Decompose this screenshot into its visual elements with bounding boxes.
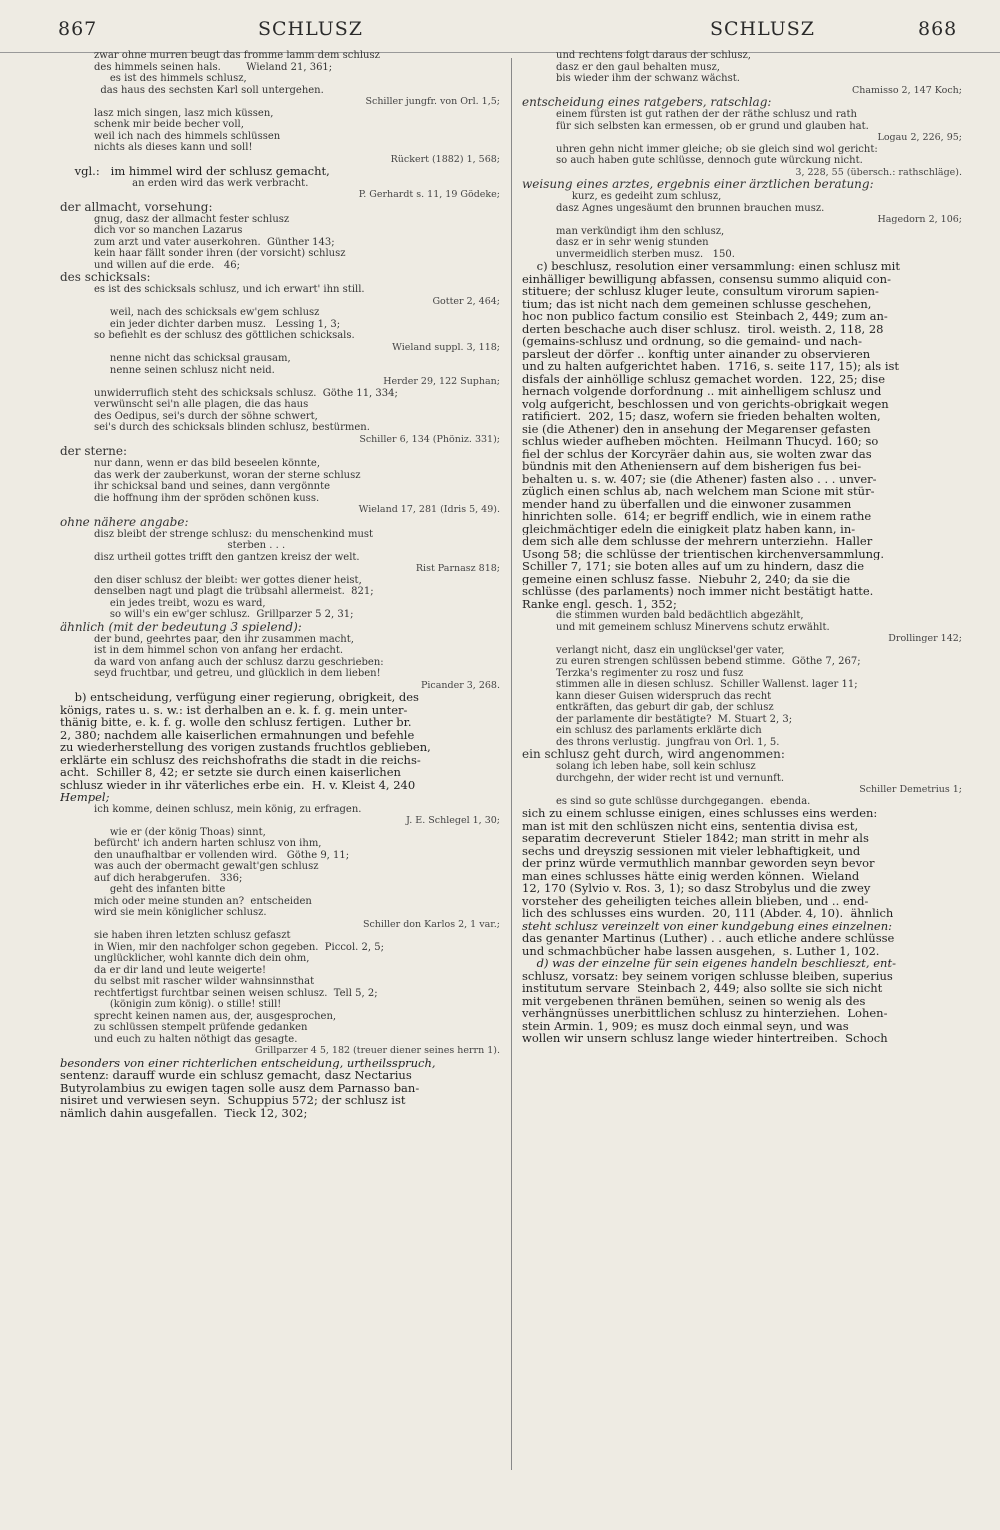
text-line: ich komme, deinen schlusz, mein könig, zu erfragen. [94,803,362,815]
text-line: J. E. Schlegel 1, 30; [406,815,500,826]
text-line: Rückert (1882) 1, 568; [390,153,500,165]
text-line: in Wien, mir den nachfolger schon gegeben. Piccol. 2, 5; [94,941,384,953]
text-line: sie haben ihren letzten schlusz gefaszt [94,930,291,941]
right-page-number: 868 [918,18,958,40]
text-line: und rechtens folgt daraus der schlusz, [556,50,751,61]
text-line: Schiller Demetrius 1; [859,784,962,795]
text-line: acht. Schiller 8, 42; er setzte sie durch einen kaiserlichen [60,766,401,779]
text-line: was auch der obermacht gewalt'gen schlusz [94,861,319,872]
text-line: schlüsse (des parlaments) noch immer nicht bestätigt hatte. [522,585,874,598]
text-line: nenne seinen schlusz nicht neid. [94,364,275,376]
text-line: (königin zum könig). o stille! still! [94,999,282,1010]
text-line: gemeine einen schlusz fasse. Niebuhr 2, 240; da sie die [522,572,851,585]
text-line: es ist des himmels schlusz, [94,73,247,84]
text-line: zwar ohne murren beugt das fromme lamm dem schlusz [94,50,380,61]
text-line: einem fürsten ist gut rathen der der räthe schlusz und rath [556,109,857,120]
text-line: schlusz, vorsatz: bey seinem vorigen schlusse bleiben, superius [522,969,893,982]
text-line: b) entscheidung, verfügung einer regierung, obrigkeit, des [60,691,419,704]
text-line: Terzka's regimenter zu rosz und fusz [556,667,744,679]
text-line: geht des infanten bitte [94,884,226,895]
text-line: schlus wieder aufheben möchten. Heilmann Thucyd. 160; so [522,435,879,448]
text-line: zu wiederherstellung des vorigen zustands fruchtlos geblieben, [60,741,431,754]
text-line: das genanter Martinus (Luther) . . auch etliche andere schlüsse [522,932,895,945]
text-line: gleichmächtiger edeln die einigkeit platz haben kann, in- [522,522,856,535]
text-line: verhängnüsses unerbittlichen schlusz zu hinterziehen. Lohen- [522,1007,888,1020]
text-line: nur dann, wenn er das bild beseelen könnte, [94,458,321,469]
text-line: wie er (der könig Thoas) sinnt, [94,826,266,838]
text-line: disfals der ainhöllige schlusz gemachet worden. 122, 25; dise [522,372,886,385]
text-line: ein jeder dichter darben musz. Lessing 1, 3; [94,318,341,330]
text-line: Wieland suppl. 3, 118; [392,341,500,353]
text-line: Schiller don Karlos 2, 1 var.; [362,918,500,930]
text-line: vorsteher des geheiligten teiches allein blieben, und .. end- [522,894,869,907]
text-line: durchgehn, der wider recht ist und vernunft. [556,772,785,784]
text-line: steht schlusz vereinzelt von einer kundgebung eines einzelnen: [522,919,892,932]
text-line: Herder 29, 122 Suphan; [383,376,500,387]
text-line: Picander 3, 268. [420,679,500,691]
right-column [522,50,962,1470]
text-line: sei's durch des schicksals blinden schlusz, bestürmen. [94,422,370,433]
text-line: des himmels seinen hals. Wieland 21, 361; [94,61,333,73]
text-line: zu euren strengen schlüssen bebend stimme. Göthe 7, 267; [556,656,861,667]
text-line: auf dich herabgerufen. 336; [94,872,243,884]
text-line: den unaufhaltbar er vollenden wird. Göthe 9, 11; [94,849,350,861]
text-line: der prinz würde vermuthlich mannbar geworden seyn bevor [522,857,875,870]
text-line: lich des schlusses eins wurden. 20, 111 (Abder. 4, 10). ähnlich [522,907,894,920]
text-line: derten beschache auch diser schlusz. tirol. weisth. 2, 118, 28 [522,322,884,335]
text-line: dasz er in sehr wenig stunden [556,237,709,248]
text-line: (gemains-schlusz und ordnung, so die gemaind- und nach- [522,335,862,348]
text-line: weisung eines arztes, ergebnis einer ärztlichen beratung: [522,178,874,191]
text-line: Hempel; [60,791,110,804]
text-line: schenk mir beide becher voll, [94,119,244,130]
text-line: separatim decreverunt Stieler 1842; man stritt in mehr als [522,832,869,845]
text-line: nisiret und verwiesen seyn. Schuppius 572; der schlusz ist [60,1094,406,1107]
text-line: der bund, geehrtes paar, den ihr zusammen macht, [94,633,354,645]
text-line: der sterne: [60,445,128,458]
text-line: 12, 170 (Sylvio v. Ros. 3, 1); so dasz Strobylus und die zwey [522,882,871,895]
text-line: nenne nicht das schicksal grausam, [94,353,291,364]
text-line: wird sie mein königlicher schlusz. [94,907,267,918]
text-line: da ward von anfang auch der schlusz darzu geschrieben: [94,656,384,668]
text-line: ohne nähere angabe: [60,515,189,529]
text-line: so auch haben gute schlüsse, dennoch gute würckung nicht. [556,155,863,166]
text-line: befürcht' ich andern harten schlusz von ihm, [94,838,322,849]
text-line: wollen wir unsern schlusz lange wieder hintertreiben. Schoch [522,1032,888,1045]
text-line: Grillparzer 4 5, 182 (treuer diener seines herrn 1). [255,1045,500,1056]
text-line: und zu halten aufgerichtet haben. 1716, s. seite 117, 15); als ist [522,360,900,373]
text-line: uhren gehn nicht immer gleiche; ob sie gleich sind wol gericht: [556,143,878,155]
text-line: hernach volgende dorfordnung .. mit ainhelligem schlusz und [522,385,882,398]
right-running-title: SCHLUSZ [710,18,815,40]
text-line: behalten u. s. w. 407; sie (die Athener) fasten also . . . unver- [522,472,877,485]
text-line: ein schlusz geht durch, wird angenommen: [522,748,785,761]
text-line: vgl.: im himmel wird der schlusz gemacht, [60,165,330,178]
text-line: disz urtheil gottes trifft den gantzen kreisz der welt. [94,551,360,563]
text-line: an erden wird das werk verbracht. [94,177,309,189]
text-line: denselben nagt und plagt die trübsahl allermeist. 821; [94,586,374,597]
text-line: gnug, dasz der allmacht fester schlusz [94,213,290,225]
text-line: des Oedipus, sei's durch der söhne schwert, [94,410,318,422]
text-line: so will's ein ew'ger schlusz. Grillparzer 5 2, 31; [94,609,354,620]
text-line: königs, rates u. s. w.: ist derhalben an e. k. f. g. mein unter- [60,703,408,716]
text-line: das haus des sechsten Karl soll untergehen. [94,84,324,96]
text-line: einhälliger bewilligung abfassen, consensu summo aliquid con- [522,272,891,285]
text-line: kann dieser Guisen widerspruch das recht [556,690,772,702]
text-line: man eines schlusses hätte einig werden können. Wieland [522,869,860,882]
text-line: Schiller jungfr. von Orl. 1,5; [365,96,500,107]
text-line: verlangt nicht, dasz ein unglücksel'ger vater, [556,644,785,656]
text-line: stein Armin. 1, 909; es musz doch einmal seyn, und was [522,1019,849,1032]
text-line: disz bleibt der strenge schlusz: du menschenkind must [94,528,374,540]
text-line: kurz, es gedeiht zum schlusz, [556,191,722,202]
text-line: die hoffnung ihm der spröden schönen kuss. [94,492,320,504]
text-line: weil ich nach des himmels schlüssen [94,130,281,142]
text-line: man verkündigt ihm den schlusz, [556,225,725,237]
text-line: 3, 228, 55 (übersch.: rathschläge). [795,166,962,178]
text-line: Gotter 2, 464; [432,295,500,307]
text-line: schlusz wieder in ihr väterliches erbe ein. H. v. Kleist 4, 240 [60,778,416,791]
text-line: entscheidung eines ratgebers, ratschlag: [522,96,772,109]
text-line: dasz er den gaul behalten musz, [556,61,720,73]
text-line: und euch zu halten nöthigt das gesagte. [94,1033,298,1045]
text-line: thänig bitte, e. k. f. g. wolle den schlusz fertigen. Luther br. [60,716,412,729]
text-line: sie (die Athener) den in ansehung der Megarenser gefasten [522,422,871,435]
text-line: kein haar fällt sonder ihren (der vorsicht) schlusz [94,248,346,259]
text-line: Usong 58; die schlüsse der trientischen kirchenversammlung. [522,547,885,560]
text-line: bis wieder ihm der schwanz wächst. [556,73,740,84]
text-line: sich zu einem schlusse einigen, eines schlusses eins werden: [522,807,878,820]
text-line: nämlich dahin ausgefallen. Tieck 12, 302; [60,1106,308,1119]
text-line: unglücklicher, wohl kannte dich dein ohm, [94,953,310,964]
text-line: Wieland 17, 281 (Idris 5, 49). [358,504,500,515]
text-line: d) was der einzelne für sein eigenes handeln beschlieszt, ent- [522,957,896,970]
text-line: rechtfertigst furchtbar seinen weisen schlusz. Tell 5, 2; [94,987,378,999]
text-line: ist in dem himmel schon von anfang her erdacht. [94,645,344,656]
text-line: zum arzt und vater auserkohren. Günther 143; [94,236,335,248]
text-line: für sich selbsten kan ermessen, ob er grund und glauben hat. [556,120,869,132]
text-line: entkräften, das geburt dir gab, der schlusz [556,702,774,713]
text-line: volg aufgericht, beschlossen und von gerichts-obrigkait wegen [522,397,889,410]
text-line: du selbst mit rascher wilder wahnsinnsthat [94,976,315,987]
text-line: erklärte ein schlusz des reichshofraths die stadt in die reichs- [60,753,421,766]
text-line: züglich einen schlus ab, nach welchem man Scione mit stür- [522,485,875,498]
text-line: lasz mich singen, lasz mich küssen, [94,107,274,119]
page-header [0,12,1000,53]
text-line: das werk der zauberkunst, woran der sterne schlusz [94,469,361,481]
text-line: mender hand zu überfallen und die einwoner zusammen [522,497,852,510]
text-line: dem sich alle dem schlusse der mehrern unterziehn. Haller [522,535,873,548]
text-line: sterben . . . [94,540,286,551]
text-line: Logau 2, 226, 95; [877,132,962,143]
text-line: bündnis mit den Atheniensern auf dem bisherigen fus bei- [522,460,862,473]
text-line: des throns verlustig. jungfrau von Orl. 1, 5. [556,736,780,748]
text-line: solang ich leben habe, soll kein schlusz [556,761,756,772]
text-line: mich oder meine stunden an? entscheiden [94,895,312,907]
text-line: fiel der schlus der Korcyräer dahin aus, sie wolten zwar das [522,447,872,460]
text-line: P. Gerhardt s. 11, 19 Gödeke; [358,189,500,200]
text-line: Rist Parnasz 818; [415,563,500,574]
text-line: seyd fruchtbar, und getreu, und glücklich in dem lieben! [94,668,381,679]
text-line: verwünscht sei'n alle plagen, die das haus [94,399,309,410]
text-line: stimmen alle in diesen schlusz. Schiller Wallenst. lager 11; [556,679,858,690]
text-line: mit vergebenen thränen bemühen, seinen so wenig als des [522,994,866,1007]
text-line: den diser schlusz der bleibt: wer gottes diener heist, [94,574,362,586]
text-line: Hagedorn 2, 106; [877,214,962,225]
text-line: hoc non publico factum consilio est Steinbach 2, 449; zum an- [522,310,888,323]
text-line: und willen auf die erde. 46; [94,259,240,271]
text-line: es ist des schicksals schlusz, und ich erwart' ihn still. [94,284,365,295]
text-line: so befiehlt es der schlusz des göttlichen schicksals. [94,330,355,341]
text-line: sentenz: darauff wurde ein schlusz gemacht, dasz Nectarius [60,1069,412,1082]
text-line: hinrichten solle. 614; er begriff endlich, wie in einem rathe [522,510,872,523]
text-line: sprecht keinen namen aus, der, ausgesprochen, [94,1010,337,1022]
left-column [60,50,500,1470]
text-line: c) beschlusz, resolution einer versammlung: einen schlusz mit [522,260,900,273]
text-line: der parlamente dir bestätigte? M. Stuart 2, 3; [556,713,793,725]
text-line: da er dir land und leute weigerte! [94,964,267,976]
text-line: und schmachbücher habe lassen ausgehen, s. Luther 1, 102. [522,944,880,957]
text-line: stituere; der schlusz kluger leute, consultum virorum sapien- [522,285,879,298]
text-line: parsleut der dörfer .. konftig unter ainander zu observieren [522,347,871,360]
text-line: die stimmen wurden bald bedächtlich abgezählt, [556,610,804,621]
text-line: ähnlich (mit der bedeutung 3 spielend): [60,620,302,634]
text-line: man ist mit den schlüszen nicht eins, sententia divisa est, [522,819,859,832]
text-line: 2, 380; nachdem alle kaiserlichen ermahnungen und befehle [60,728,415,741]
text-line: ratificiert. 202, 15; dasz, wofern sie frieden behalten wolten, [522,410,881,423]
text-line: tium; das ist nicht nach dem gemeinen schlusse geschehen, [522,297,872,310]
text-line: dich vor so manchen Lazarus [94,225,243,236]
text-line: ein schlusz des parlaments erklärte dich [556,725,762,736]
text-line: Drollinger 142; [888,633,962,644]
text-line: sechs und dreyszig sessionen mit vieler lebhaftigkeit, und [522,844,861,857]
text-line: ihr schicksal band und seines, dann vergönnte [94,481,331,492]
column-divider [511,58,512,1470]
text-line: besonders von einer richterlichen entscheidung, urtheilsspruch, [60,1056,436,1069]
text-line: Ranke engl. gesch. 1, 352; [522,597,677,610]
text-line: des schicksals: [60,271,151,284]
text-line: unwiderruflich steht des schicksals schlusz. Göthe 11, 334; [94,387,398,399]
text-line: Schiller 6, 134 (Phöniz. 331); [359,433,500,445]
left-page-number: 867 [58,18,98,40]
text-line: Butyrolambius zu ewigen tagen solle ausz dem Parnasso ban- [60,1081,420,1094]
text-line: zu schlüssen stempelt prüfende gedanken [94,1022,308,1033]
left-running-title: SCHLUSZ [258,18,363,40]
text-line: und mit gemeinem schlusz Minervens schutz erwählt. [556,621,830,633]
text-line: dasz Agnes ungesäumt den brunnen brauchen musz. [556,202,825,214]
text-line: weil, nach des schicksals ew'gem schlusz [94,307,320,318]
text-line: ein jedes treibt, wozu es ward, [94,597,266,609]
text-line: Chamisso 2, 147 Koch; [851,84,962,96]
text-line: Schiller 7, 171; sie boten alles auf um zu hindern, dasz die [522,560,865,573]
text-line: der allmacht, vorsehung: [60,200,213,214]
text-line: nichts als dieses kann und soll! [94,142,253,153]
text-line: es sind so gute schlüsse durchgegangen. ebenda. [556,795,811,807]
text-line: unvermeidlich sterben musz. 150. [556,248,735,260]
text-line: institutum servare Steinbach 2, 449; also sollte sie sich nicht [522,982,883,995]
